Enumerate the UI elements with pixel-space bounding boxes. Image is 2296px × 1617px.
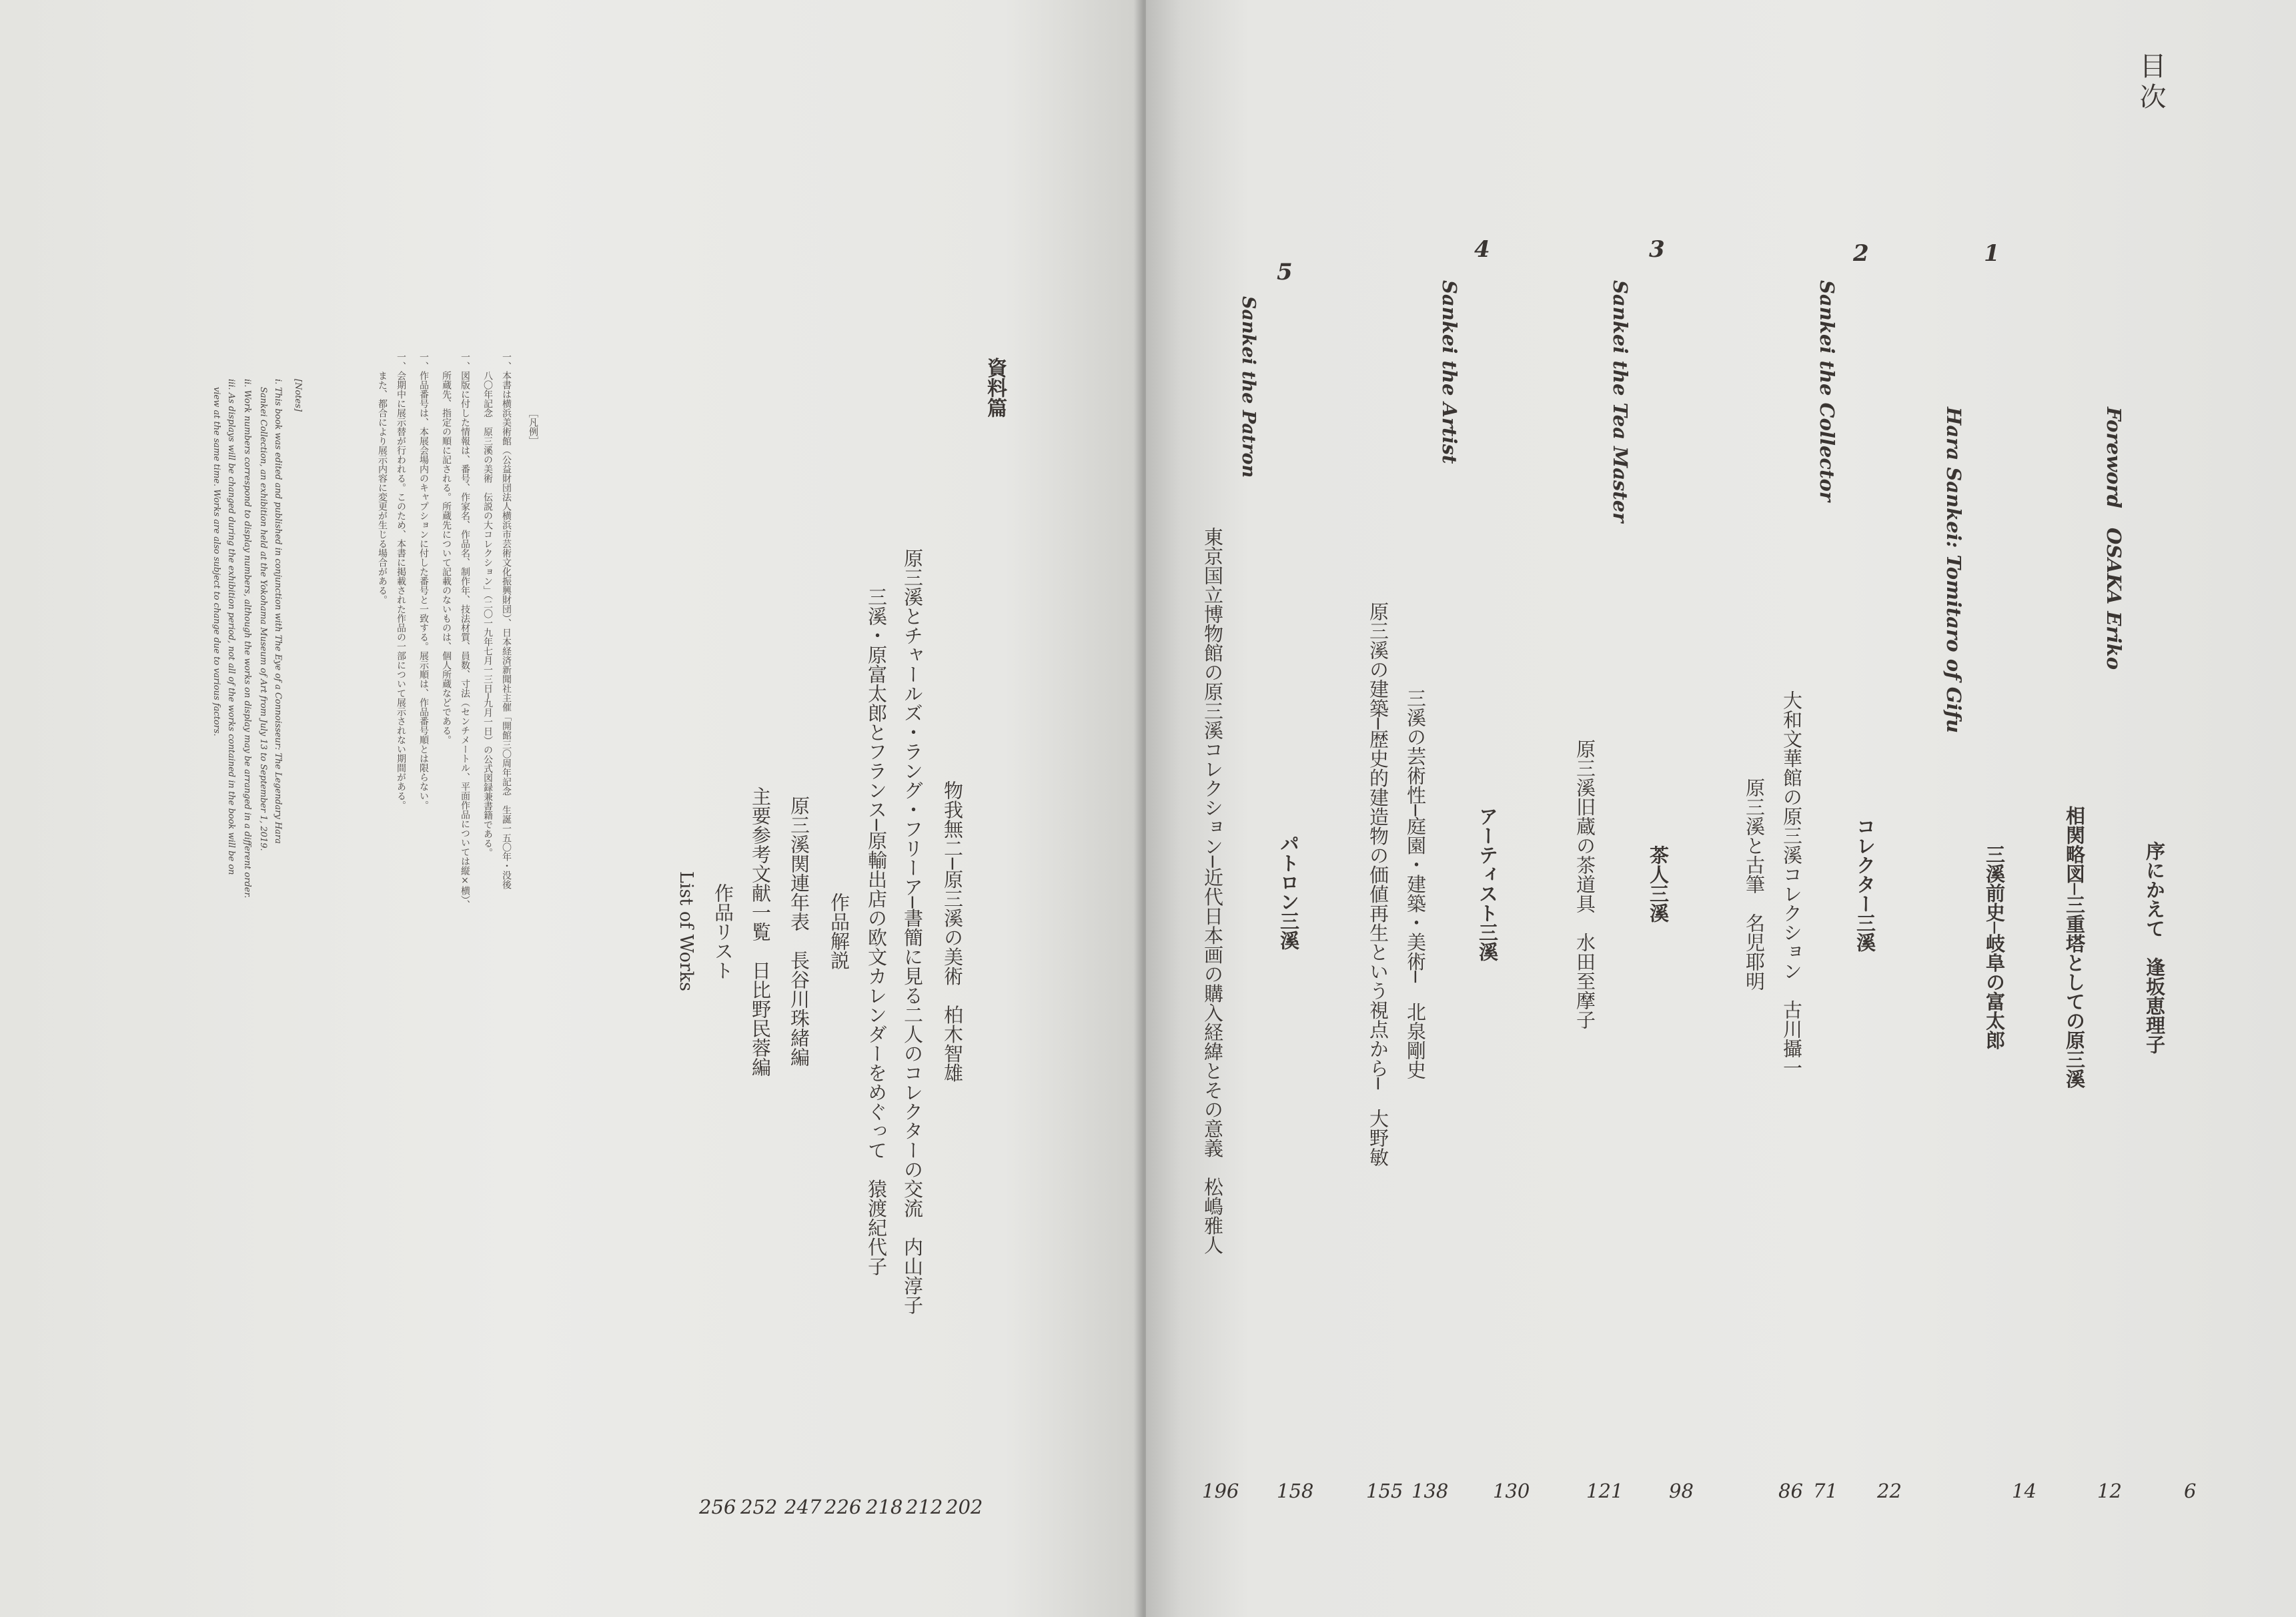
ch1-en: Hara Sankei: Tomitaro of Gifu: [1942, 407, 1965, 733]
page-l6: 252: [740, 1496, 778, 1518]
note-en-line-2: Sankei Collection, an exhibition held at the Yokohama Museum of Art from July 13 to September 1, 2019.: [258, 387, 268, 851]
ch5-en: Sankei the Patron: [1238, 296, 1259, 478]
page-l1: 202: [946, 1496, 983, 1518]
note-line-4: 所蔵先、指定の順に記される。所蔵先について記載のないものは、個人所蔵などである。: [441, 371, 452, 744]
toc-entry-l8[interactable]: List of Works: [676, 871, 696, 991]
toc-entry-ch1[interactable]: 三溪前史─岐阜の富太郎: [1983, 845, 2006, 1050]
notes-heading: ［凡例］: [528, 408, 538, 446]
toc-entry-foreword[interactable]: 序にかえて 逢坂恵理子: [2143, 841, 2166, 1054]
chapter-4-number: 4: [1474, 236, 1490, 263]
notes-en-heading: [Notes]: [293, 379, 303, 412]
page-ch2-b: 86: [1778, 1480, 1803, 1502]
note-en-line-4: iii. As displays will be changed during the exhibition period, not all of the works contained in the book will be on: [226, 379, 236, 875]
ch2-en: Sankei the Collector: [1816, 280, 1838, 502]
page-soukan: 12: [2097, 1480, 2122, 1502]
page-l4: 226: [824, 1496, 862, 1518]
chapter-5-number: 5: [1277, 259, 1293, 286]
toc-entry-ch2-b[interactable]: 原三溪と古筆 名児耶明: [1743, 777, 1766, 991]
page-ch4-b: 155: [1366, 1480, 1403, 1502]
section-shiryo: 資料篇: [983, 358, 1007, 418]
page-title: 目次: [2135, 52, 2166, 113]
note-line-5: 一、作品番号は、本展会場内のキャプションに付した番号と一致する。展示順は、作品番号順とは限らない。: [418, 352, 429, 810]
chapter-1-number: 1: [1984, 240, 2000, 267]
left-page: [0, 0, 1142, 1617]
toc-entry-ch4-b[interactable]: 原三溪の建築─歴史的建造物の価値再生という視点から─ 大野敏: [1367, 601, 1389, 1167]
note-line-6: 一、会期中に展示替が行われる。このため、本書に掲載された作品の一部について展示されない期間がある。: [396, 352, 406, 810]
note-line-1: 一、本書は横浜美術館（公益財団法人横浜市芸術文化振興財団）、日本経済新聞社主催「開館三〇周年記念 生誕一五〇年・没後: [501, 352, 512, 889]
ch4-en: Sankei the Artist: [1438, 280, 1461, 464]
chapter-3-number: 3: [1649, 236, 1665, 263]
page-ch4: 130: [1493, 1480, 1530, 1502]
note-line-2: 八〇年記念 原三溪の美術 伝説の大コレクション」（二〇一九年七月一三日─九月一日）の公式図録兼書籍である。: [482, 371, 493, 858]
toc-entry-l1[interactable]: 物我無二─原三溪の美術 柏木智雄: [941, 780, 964, 1083]
toc-entry-ch5[interactable]: パトロン三溪: [1277, 834, 1300, 950]
toc-entry-soukan[interactable]: 相関略図─三重塔としての原三溪: [2063, 806, 2086, 1089]
note-en-line-3: ii. Work numbers correspond to display numbers, although the works on display may be arranged in a different order.: [242, 379, 252, 899]
toc-entry-l2[interactable]: 原三溪とチャールズ・ラング・フリーア─書簡に見る二人のコレクターの交流 内山淳子: [901, 548, 924, 1315]
note-line-7: また、都合により展示内容に変更が生じる場合がある。: [377, 371, 388, 604]
toc-entry-ch2[interactable]: コレクター三溪: [1854, 816, 1876, 952]
page-l8: 256: [699, 1496, 736, 1518]
page-ch3: 98: [1669, 1480, 1694, 1502]
page-l5: 247: [784, 1496, 822, 1518]
page-ch5: 158: [1277, 1480, 1314, 1502]
toc-entry-ch3[interactable]: 茶人三溪: [1647, 845, 1670, 923]
note-line-3: 一、図版に付した情報は、番号、作家名、作品名、制作年、技法材質、員数、寸法（センチメートル、平面作品については縦×横）、: [460, 352, 470, 909]
page-ch4-a: 138: [1411, 1480, 1449, 1502]
page-ch2-a: 71: [1813, 1480, 1838, 1502]
page-l3: 218: [866, 1496, 903, 1518]
page-l2: 212: [906, 1496, 943, 1518]
page-ch1: 14: [2012, 1480, 2037, 1502]
page-ch3-a: 121: [1586, 1480, 1624, 1502]
toc-entry-ch3-a[interactable]: 原三溪旧蔵の茶道具 水田至摩子: [1574, 738, 1596, 1029]
toc-entry-l7[interactable]: 作品リスト: [712, 883, 734, 980]
foreword-en: Foreword OSAKA Eriko: [2103, 407, 2125, 670]
toc-entry-l6[interactable]: 主要参考文献一覧 日比野民蓉編: [749, 786, 772, 1077]
toc-entry-ch4-a[interactable]: 三溪の芸術性─庭園・建築・美術─ 北泉剛史: [1404, 688, 1427, 1079]
toc-entry-l5[interactable]: 原三溪関連年表 長谷川珠緒編: [788, 796, 810, 1067]
page-foreword: 6: [2184, 1480, 2197, 1502]
note-en-line-1: i. This book was edited and published in conjunction with The Eye of a Connoisseur: The Legendary Hara: [273, 379, 283, 844]
note-en-line-5: view at the same time. Works are also subject to change due to various factors.: [211, 387, 221, 736]
toc-entry-ch2-a[interactable]: 大和文華館の原三溪コレクション 古川攝一: [1780, 690, 1803, 1077]
toc-entry-l3[interactable]: 三溪・原富太郎とフランス─原輸出店の欧文カレンダーをめぐって 猿渡紀代子: [865, 586, 888, 1276]
page-ch5-a: 196: [1202, 1480, 1239, 1502]
toc-entry-ch4[interactable]: アーティスト三溪: [1476, 806, 1499, 961]
toc-entry-ch5-a[interactable]: 東京国立博物館の原三溪コレクション─近代日本画の購入経緯とその意義 松嶋雅人: [1201, 526, 1224, 1255]
right-page: [1146, 0, 2296, 1617]
chapter-2-number: 2: [1853, 240, 1869, 267]
page-ch2: 22: [1877, 1480, 1902, 1502]
ch3-en: Sankei the Tea Master: [1609, 280, 1632, 523]
toc-entry-l4[interactable]: 作品解説: [828, 893, 850, 970]
